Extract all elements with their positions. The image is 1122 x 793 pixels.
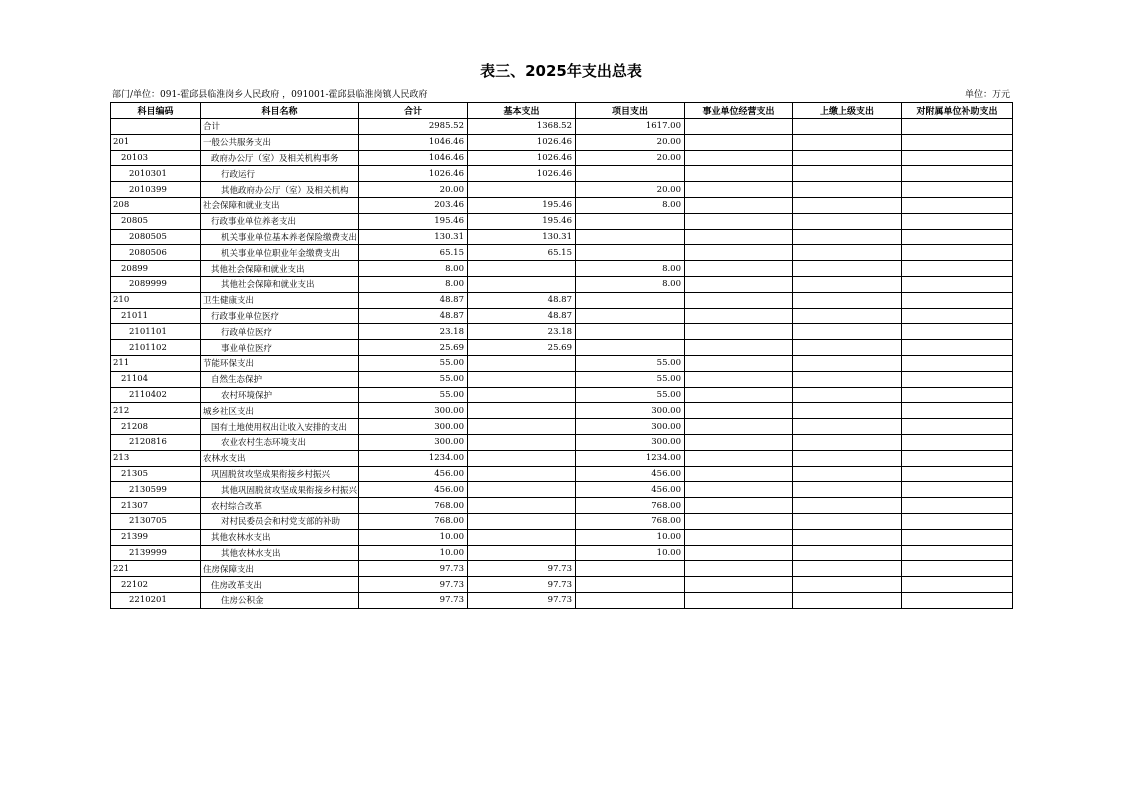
cell-operating — [685, 340, 793, 356]
cell-operating — [685, 529, 793, 545]
expenditure-table — [110, 102, 1013, 609]
cell-subsidy — [902, 577, 1013, 593]
cell-total: 1026.46 — [359, 166, 468, 182]
cell-total: 130.31 — [359, 229, 468, 245]
cell-subject-code: 211 — [111, 355, 201, 371]
cell-subsidy — [902, 213, 1013, 229]
cell-basic: 195.46 — [468, 197, 576, 213]
cell-subject-name: 农林水支出 — [201, 450, 359, 466]
cell-subsidy — [902, 482, 1013, 498]
table-row — [111, 150, 1013, 166]
cell-basic — [468, 276, 576, 292]
cell-subsidy — [902, 592, 1013, 608]
table-row — [111, 261, 1013, 277]
cell-subsidy — [902, 324, 1013, 340]
cell-operating — [685, 134, 793, 150]
cell-remit — [793, 545, 902, 561]
cell-subject-code: 2010399 — [111, 182, 201, 198]
cell-total: 10.00 — [359, 529, 468, 545]
cell-operating — [685, 276, 793, 292]
cell-project: 456.00 — [576, 482, 685, 498]
cell-project: 10.00 — [576, 545, 685, 561]
cell-subject-name: 住房保障支出 — [201, 561, 359, 577]
table-row — [111, 355, 1013, 371]
cell-remit — [793, 276, 902, 292]
cell-project — [576, 245, 685, 261]
cell-total: 456.00 — [359, 482, 468, 498]
cell-subsidy — [902, 450, 1013, 466]
cell-basic: 48.87 — [468, 308, 576, 324]
cell-subsidy — [902, 545, 1013, 561]
cell-total: 8.00 — [359, 261, 468, 277]
cell-total: 1046.46 — [359, 150, 468, 166]
cell-operating — [685, 577, 793, 593]
cell-remit — [793, 229, 902, 245]
cell-basic — [468, 513, 576, 529]
cell-remit — [793, 403, 902, 419]
cell-subject-name: 机关事业单位职业年金缴费支出 — [201, 245, 359, 261]
cell-operating — [685, 387, 793, 403]
cell-subsidy — [902, 308, 1013, 324]
cell-subject-code: 2101102 — [111, 340, 201, 356]
table-row — [111, 308, 1013, 324]
cell-subject-code: 208 — [111, 197, 201, 213]
cell-project: 768.00 — [576, 498, 685, 514]
header-total: 合计 — [359, 103, 468, 119]
cell-subject-name: 节能环保支出 — [201, 355, 359, 371]
table-row — [111, 324, 1013, 340]
cell-remit — [793, 292, 902, 308]
table-row — [111, 229, 1013, 245]
header-basic-expenditure: 基本支出 — [468, 103, 576, 119]
cell-basic — [468, 261, 576, 277]
cell-basic: 23.18 — [468, 324, 576, 340]
cell-subsidy — [902, 276, 1013, 292]
cell-total: 1234.00 — [359, 450, 468, 466]
cell-remit — [793, 482, 902, 498]
table-row — [111, 166, 1013, 182]
cell-project: 55.00 — [576, 355, 685, 371]
cell-project: 1234.00 — [576, 450, 685, 466]
table-row — [111, 561, 1013, 577]
cell-remit — [793, 561, 902, 577]
cell-remit — [793, 466, 902, 482]
cell-subject-code: 2130705 — [111, 513, 201, 529]
cell-operating — [685, 482, 793, 498]
cell-total: 65.15 — [359, 245, 468, 261]
table-row — [111, 245, 1013, 261]
cell-total: 203.46 — [359, 197, 468, 213]
department-unit-label: 部门/单位：091-霍邱县临淮岗乡人民政府 ，091001-霍邱县临淮岗镇人民政府 — [112, 90, 428, 100]
cell-subject-code: 2080506 — [111, 245, 201, 261]
cell-subject-code: 20899 — [111, 261, 201, 277]
cell-total: 48.87 — [359, 292, 468, 308]
cell-total: 2985.52 — [359, 119, 468, 135]
cell-remit — [793, 371, 902, 387]
cell-remit — [793, 197, 902, 213]
cell-subject-name: 对村民委员会和村党支部的补助 — [201, 513, 359, 529]
cell-subject-code: 22102 — [111, 577, 201, 593]
cell-project: 768.00 — [576, 513, 685, 529]
cell-total: 10.00 — [359, 545, 468, 561]
cell-project — [576, 324, 685, 340]
cell-operating — [685, 466, 793, 482]
cell-subject-code: 210 — [111, 292, 201, 308]
cell-operating — [685, 561, 793, 577]
cell-operating — [685, 513, 793, 529]
header-subject-code: 科目编码 — [111, 103, 201, 119]
cell-basic — [468, 355, 576, 371]
cell-operating — [685, 355, 793, 371]
cell-project — [576, 577, 685, 593]
cell-remit — [793, 355, 902, 371]
cell-subject-name: 巩固脱贫攻坚成果衔接乡村振兴 — [201, 466, 359, 482]
cell-subject-name: 其他政府办公厅（室）及相关机构 — [201, 182, 359, 198]
cell-total: 20.00 — [359, 182, 468, 198]
cell-operating — [685, 261, 793, 277]
cell-basic — [468, 434, 576, 450]
cell-subject-name: 合计 — [201, 119, 359, 135]
table-row — [111, 529, 1013, 545]
cell-subject-code: 2130599 — [111, 482, 201, 498]
cell-remit — [793, 592, 902, 608]
cell-total: 300.00 — [359, 434, 468, 450]
cell-subject-code: 21307 — [111, 498, 201, 514]
cell-subject-name: 农村环境保护 — [201, 387, 359, 403]
cell-subject-code: 221 — [111, 561, 201, 577]
cell-project — [576, 561, 685, 577]
cell-basic — [468, 419, 576, 435]
cell-subject-code: 21208 — [111, 419, 201, 435]
cell-project: 8.00 — [576, 276, 685, 292]
cell-subject-code: 2120816 — [111, 434, 201, 450]
table-row — [111, 119, 1013, 135]
cell-project: 300.00 — [576, 434, 685, 450]
cell-subject-code: 213 — [111, 450, 201, 466]
cell-subsidy — [902, 419, 1013, 435]
table-body — [111, 119, 1013, 609]
cell-operating — [685, 197, 793, 213]
cell-subject-name: 住房改革支出 — [201, 577, 359, 593]
cell-operating — [685, 229, 793, 245]
cell-subject-name: 事业单位医疗 — [201, 340, 359, 356]
page-title: 表三、2025年支出总表 — [480, 62, 642, 80]
table-row — [111, 498, 1013, 514]
cell-subject-code: 2101101 — [111, 324, 201, 340]
cell-subsidy — [902, 513, 1013, 529]
cell-subject-name: 行政事业单位医疗 — [201, 308, 359, 324]
table-row — [111, 482, 1013, 498]
header-row — [111, 103, 1013, 119]
cell-project: 20.00 — [576, 182, 685, 198]
cell-project: 10.00 — [576, 529, 685, 545]
table-row — [111, 466, 1013, 482]
cell-subject-name: 行政事业单位养老支出 — [201, 213, 359, 229]
cell-basic — [468, 498, 576, 514]
cell-total: 97.73 — [359, 592, 468, 608]
cell-subject-name: 住房公积金 — [201, 592, 359, 608]
cell-project — [576, 166, 685, 182]
cell-subject-code: 212 — [111, 403, 201, 419]
cell-subject-code: 21305 — [111, 466, 201, 482]
cell-project — [576, 308, 685, 324]
cell-remit — [793, 166, 902, 182]
cell-total: 300.00 — [359, 403, 468, 419]
table-row — [111, 197, 1013, 213]
cell-operating — [685, 434, 793, 450]
cell-basic — [468, 529, 576, 545]
cell-subject-name: 其他农林水支出 — [201, 529, 359, 545]
cell-remit — [793, 434, 902, 450]
table-row — [111, 513, 1013, 529]
cell-operating — [685, 403, 793, 419]
cell-subject-code: 2139999 — [111, 545, 201, 561]
cell-subject-name: 卫生健康支出 — [201, 292, 359, 308]
cell-basic — [468, 182, 576, 198]
cell-operating — [685, 213, 793, 229]
cell-total: 768.00 — [359, 513, 468, 529]
table-row — [111, 419, 1013, 435]
table-row — [111, 213, 1013, 229]
table-row — [111, 340, 1013, 356]
cell-project — [576, 213, 685, 229]
cell-subsidy — [902, 387, 1013, 403]
cell-remit — [793, 450, 902, 466]
cell-project: 55.00 — [576, 387, 685, 403]
cell-remit — [793, 529, 902, 545]
cell-subsidy — [902, 245, 1013, 261]
cell-basic: 1368.52 — [468, 119, 576, 135]
cell-subject-code: 2080505 — [111, 229, 201, 245]
cell-operating — [685, 592, 793, 608]
cell-remit — [793, 261, 902, 277]
cell-project: 1617.00 — [576, 119, 685, 135]
cell-subject-code: 20103 — [111, 150, 201, 166]
table-row — [111, 577, 1013, 593]
table-row — [111, 371, 1013, 387]
cell-operating — [685, 419, 793, 435]
table-row — [111, 292, 1013, 308]
cell-subject-name: 农业农村生态环境支出 — [201, 434, 359, 450]
cell-subject-code: 2210201 — [111, 592, 201, 608]
cell-subsidy — [902, 292, 1013, 308]
cell-operating — [685, 371, 793, 387]
cell-project: 55.00 — [576, 371, 685, 387]
cell-project: 20.00 — [576, 134, 685, 150]
cell-subsidy — [902, 561, 1013, 577]
cell-project — [576, 229, 685, 245]
cell-project: 300.00 — [576, 419, 685, 435]
cell-basic — [468, 387, 576, 403]
cell-operating — [685, 308, 793, 324]
cell-basic — [468, 371, 576, 387]
cell-basic: 195.46 — [468, 213, 576, 229]
cell-subsidy — [902, 182, 1013, 198]
cell-operating — [685, 166, 793, 182]
cell-remit — [793, 245, 902, 261]
cell-total: 456.00 — [359, 466, 468, 482]
cell-subsidy — [902, 434, 1013, 450]
cell-total: 55.00 — [359, 387, 468, 403]
cell-subsidy — [902, 150, 1013, 166]
cell-basic — [468, 545, 576, 561]
cell-subject-name: 政府办公厅（室）及相关机构事务 — [201, 150, 359, 166]
table-row — [111, 403, 1013, 419]
cell-subsidy — [902, 119, 1013, 135]
cell-subject-name: 其他社会保障和就业支出 — [201, 261, 359, 277]
cell-remit — [793, 387, 902, 403]
cell-remit — [793, 498, 902, 514]
cell-subject-name: 农村综合改革 — [201, 498, 359, 514]
cell-remit — [793, 213, 902, 229]
cell-subject-name: 自然生态保护 — [201, 371, 359, 387]
table-row — [111, 387, 1013, 403]
cell-project: 456.00 — [576, 466, 685, 482]
cell-remit — [793, 150, 902, 166]
cell-project: 8.00 — [576, 197, 685, 213]
cell-total: 55.00 — [359, 371, 468, 387]
cell-operating — [685, 245, 793, 261]
table-row — [111, 434, 1013, 450]
cell-subsidy — [902, 371, 1013, 387]
cell-subject-code: 2089999 — [111, 276, 201, 292]
table-row — [111, 592, 1013, 608]
table-row — [111, 276, 1013, 292]
cell-subject-name: 其他巩固脱贫攻坚成果衔接乡村振兴 — [201, 482, 359, 498]
cell-project: 20.00 — [576, 150, 685, 166]
cell-subsidy — [902, 134, 1013, 150]
table-row — [111, 182, 1013, 198]
cell-basic — [468, 450, 576, 466]
cell-subject-name: 其他农林水支出 — [201, 545, 359, 561]
cell-total: 300.00 — [359, 419, 468, 435]
cell-basic: 1026.46 — [468, 134, 576, 150]
cell-subsidy — [902, 340, 1013, 356]
cell-basic: 1026.46 — [468, 150, 576, 166]
cell-basic: 130.31 — [468, 229, 576, 245]
currency-unit-label: 单位：万元 — [964, 90, 1010, 100]
cell-subject-name: 行政运行 — [201, 166, 359, 182]
cell-operating — [685, 182, 793, 198]
cell-remit — [793, 419, 902, 435]
cell-remit — [793, 340, 902, 356]
cell-basic — [468, 466, 576, 482]
cell-total: 97.73 — [359, 577, 468, 593]
cell-basic: 97.73 — [468, 577, 576, 593]
cell-total: 55.00 — [359, 355, 468, 371]
cell-total: 195.46 — [359, 213, 468, 229]
cell-total: 25.69 — [359, 340, 468, 356]
cell-operating — [685, 545, 793, 561]
cell-project: 300.00 — [576, 403, 685, 419]
header-remit-superior: 上缴上级支出 — [793, 103, 902, 119]
cell-total: 1046.46 — [359, 134, 468, 150]
cell-subject-name: 城乡社区支出 — [201, 403, 359, 419]
cell-subsidy — [902, 403, 1013, 419]
cell-remit — [793, 577, 902, 593]
cell-subject-name: 其他社会保障和就业支出 — [201, 276, 359, 292]
header-project-expenditure: 项目支出 — [576, 103, 685, 119]
cell-subject-code: 2010301 — [111, 166, 201, 182]
cell-remit — [793, 324, 902, 340]
cell-subsidy — [902, 261, 1013, 277]
cell-operating — [685, 450, 793, 466]
cell-subject-name: 机关事业单位基本养老保险缴费支出 — [201, 229, 359, 245]
cell-operating — [685, 324, 793, 340]
cell-total: 97.73 — [359, 561, 468, 577]
cell-subsidy — [902, 355, 1013, 371]
cell-remit — [793, 119, 902, 135]
cell-total: 48.87 — [359, 308, 468, 324]
cell-subsidy — [902, 466, 1013, 482]
cell-project — [576, 340, 685, 356]
cell-subsidy — [902, 166, 1013, 182]
header-institution-operating: 事业单位经营支出 — [685, 103, 793, 119]
cell-subsidy — [902, 529, 1013, 545]
table-row — [111, 450, 1013, 466]
header-subject-name: 科目名称 — [201, 103, 359, 119]
cell-operating — [685, 119, 793, 135]
cell-subject-code: 2110402 — [111, 387, 201, 403]
cell-basic: 25.69 — [468, 340, 576, 356]
cell-basic — [468, 482, 576, 498]
cell-subject-code — [111, 119, 201, 135]
cell-subject-name: 国有土地使用权出让收入安排的支出 — [201, 419, 359, 435]
cell-basic: 48.87 — [468, 292, 576, 308]
cell-remit — [793, 513, 902, 529]
cell-project — [576, 592, 685, 608]
cell-subject-code: 201 — [111, 134, 201, 150]
cell-subject-name: 社会保障和就业支出 — [201, 197, 359, 213]
cell-subsidy — [902, 498, 1013, 514]
cell-operating — [685, 292, 793, 308]
cell-subsidy — [902, 229, 1013, 245]
cell-basic: 65.15 — [468, 245, 576, 261]
cell-project — [576, 292, 685, 308]
cell-subsidy — [902, 197, 1013, 213]
cell-total: 768.00 — [359, 498, 468, 514]
cell-basic — [468, 403, 576, 419]
cell-remit — [793, 308, 902, 324]
cell-basic: 1026.46 — [468, 166, 576, 182]
cell-remit — [793, 182, 902, 198]
cell-subject-code: 21104 — [111, 371, 201, 387]
table-row — [111, 545, 1013, 561]
cell-subject-code: 21011 — [111, 308, 201, 324]
cell-subject-code: 20805 — [111, 213, 201, 229]
cell-subject-code: 21399 — [111, 529, 201, 545]
cell-operating — [685, 150, 793, 166]
cell-subject-name: 一般公共服务支出 — [201, 134, 359, 150]
header-subsidy-affiliates: 对附属单位补助支出 — [902, 103, 1013, 119]
cell-total: 8.00 — [359, 276, 468, 292]
table-row — [111, 134, 1013, 150]
cell-basic: 97.73 — [468, 561, 576, 577]
cell-total: 23.18 — [359, 324, 468, 340]
cell-basic: 97.73 — [468, 592, 576, 608]
cell-remit — [793, 134, 902, 150]
cell-operating — [685, 498, 793, 514]
cell-project: 8.00 — [576, 261, 685, 277]
cell-subject-name: 行政单位医疗 — [201, 324, 359, 340]
